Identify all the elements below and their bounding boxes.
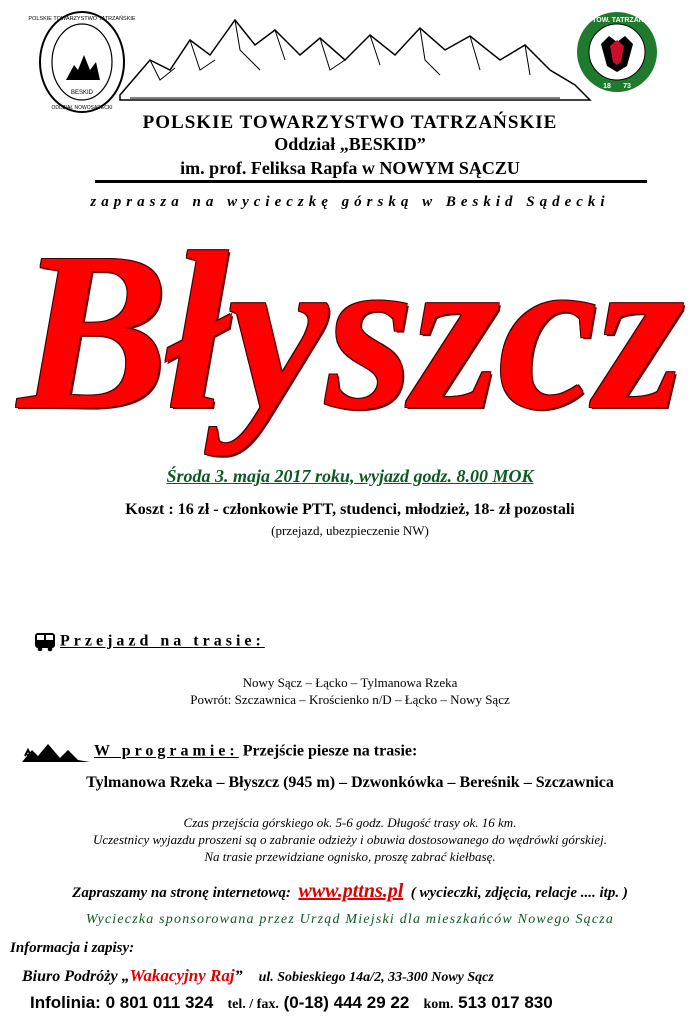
office-prefix: Biuro Podróży „: [22, 968, 130, 985]
bus-icon: [34, 632, 56, 652]
logo-left-ring-text: POLSKIE TOWARZYSTWO TATRZAŃSKIE: [28, 16, 136, 22]
logo-right-year-right: 73: [623, 83, 631, 90]
logo-left-bottom-text: ODDZIAŁ NOWOSĄDECKI: [51, 105, 113, 111]
transport-heading: Przejazd na trasie:: [60, 632, 265, 650]
logo-left-inner-text: BESKID: [70, 90, 94, 96]
invitation-text: zaprasza na wycieczkę górską w Beskid Sądecki: [90, 194, 610, 210]
org-name: POLSKIE TOWARZYSTWO TATRZAŃSKIE: [142, 112, 558, 133]
office-address: ul. Sobieskiego 14a/2, 33-300 Nowy Sącz: [258, 970, 494, 985]
logo-right-year-left: 18: [603, 83, 611, 90]
kom-label: kom.: [423, 997, 454, 1012]
tel-label: tel. / fax.: [227, 997, 279, 1012]
office-name: Wakacyjny Raj: [129, 966, 235, 985]
branch-name: Oddział „BESKID”: [274, 134, 426, 154]
ptt-beskid-logo: [28, 10, 136, 114]
contact-label: Informacja i zapisy:: [10, 940, 135, 956]
header-divider: [95, 180, 647, 183]
website-link[interactable]: www.pttns.pl: [298, 880, 404, 902]
sponsor-line: Wycieczka sponsorowana przez Urząd Miejski dla mieszkańców Nowego Sącza: [85, 912, 615, 927]
kom-number: 513 017 830: [458, 993, 553, 1012]
program-section: [22, 740, 417, 764]
route-there: Nowy Sącz – Łącko – Tylmanowa Rzeka: [242, 675, 458, 690]
office-line: [22, 966, 494, 986]
program-subheading: Przejście piesze na trasie:: [242, 742, 418, 760]
info-line-3: Na trasie przewidziane ognisko, proszę zabrać kiełbasę.: [204, 849, 496, 864]
trip-title: Błyszcz: [18, 206, 682, 456]
transport-section: [34, 632, 265, 652]
ptt-badge-logo: [575, 10, 659, 94]
website-prefix: Zapraszamy na stronę internetową:: [72, 885, 291, 901]
website-line: [0, 880, 700, 903]
tel-number: (0-18) 444 29 22: [283, 993, 410, 1012]
phone-line: [30, 993, 553, 1013]
cost-line: Koszt : 16 zł - członkowie PTT, studenci, młodzież, 18- zł pozostali: [125, 501, 575, 518]
branch-full-name: im. prof. Feliksa Rapfa w NOWYM SĄCZU: [180, 158, 520, 178]
office-suffix: ”: [234, 968, 243, 985]
info-line-2: Uczestnicy wyjazdu proszeni są o zabranie odzieży i obuwia dostosowanego do wędrówki górskiej.: [92, 832, 608, 847]
program-heading: W programie:: [94, 742, 239, 760]
cost-note: (przejazd, ubezpieczenie NW): [271, 523, 429, 538]
infolinia-label: Infolinia:: [30, 993, 101, 1012]
mountain-trees-icon: [22, 740, 90, 764]
route-back: Powrót: Szczawnica – Krościenko n/D – Łącko – Nowy Sącz: [190, 692, 510, 707]
website-suffix: ( wycieczki, zdjęcia, relacje .... itp. ): [410, 885, 628, 901]
infolinia-number: 0 801 011 324: [105, 993, 214, 1012]
info-line-1: Czas przejścia górskiego ok. 5-6 godz. Długość trasy ok. 16 km.: [183, 815, 517, 830]
logo-right-ring-text: POL. TOW. TATRZAŃSKIE: [573, 17, 661, 24]
trail-route: Tylmanowa Rzeka – Błyszcz (945 m) – Dzwonkówka – Bereśnik – Szczawnica: [86, 774, 614, 791]
date-line: Środa 3. maja 2017 roku, wyjazd godz. 8.00 MOK: [166, 466, 534, 486]
